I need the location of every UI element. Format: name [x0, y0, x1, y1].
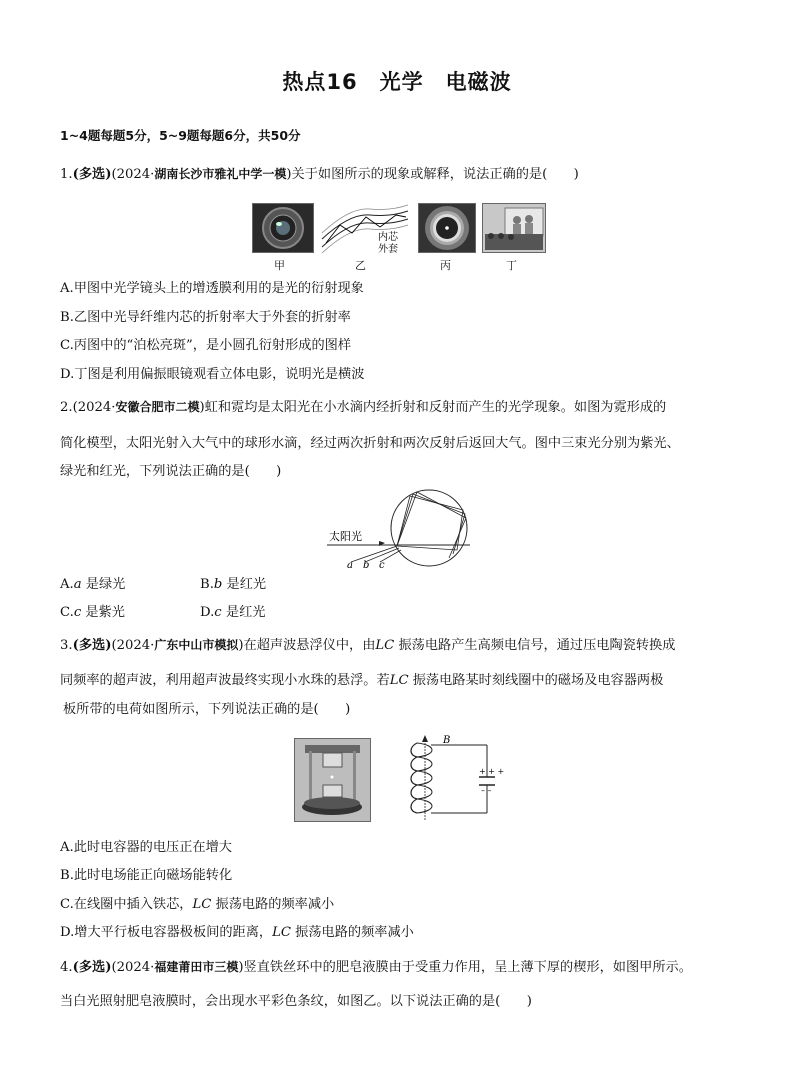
question-text: )虹和霓均是太阳光在小水滴内经折射和反射而产生的光学现象。如图为霓形成的 — [199, 400, 667, 415]
sunlight-label: 太阳光 — [329, 530, 362, 543]
source-school: 广东中山市模拟 — [154, 638, 239, 652]
fiber-cladding-label: 外套 — [378, 244, 398, 255]
lens-photo — [252, 203, 314, 253]
multi-select-tag: (多选) — [72, 960, 112, 975]
q3-option-c: C.在线圈中插入铁芯，LC 振荡电路的频率减小 — [60, 897, 335, 912]
source-school: 安徽合肥市二模 — [115, 400, 200, 414]
q2-raindrop-diagram — [325, 488, 475, 570]
question-2-stem-line1 — [60, 398, 666, 417]
poisson-spot-photo — [418, 203, 476, 253]
q3-option-a: A.此时电容器的电压正在增大 — [60, 840, 232, 855]
multi-select-tag: (多选) — [72, 167, 112, 182]
question-4-stem-line1: 4.(多选)(2024·福建莆田市三模)竖直铁丝环中的肥皂液膜由于受重力作用，呈上薄下厚的楔形，如图甲所示。 — [60, 960, 692, 975]
optical-fiber-diagram — [320, 203, 410, 253]
source-prefix: (2024· — [111, 167, 155, 182]
question-number: 1. — [60, 167, 73, 182]
question-2-stem-line3: 绿光和红光，下列说法正确的是( ) — [60, 464, 282, 479]
question-3-stem-line2: 同频率的超声波，利用超声波最终实现小水珠的悬浮。若LC 振荡电路某时刻线圈中的磁场及电容器两极 — [60, 673, 664, 688]
ray-c-label: c — [379, 560, 385, 571]
3d-cinema-photo — [482, 203, 546, 253]
figure-label-jia: 甲 — [274, 259, 285, 272]
q2-option-d: D.c 是红光 — [200, 605, 266, 620]
page-title: 热点16 光学 电磁波 — [282, 70, 512, 94]
q3-option-d: D.增大平行板电容器极板间的距离，LC 振荡电路的频率减小 — [60, 925, 414, 940]
q2-option-b: B.b 是红光 — [200, 577, 267, 592]
multi-select-tag: (多选) — [72, 638, 112, 653]
q1-figure — [252, 203, 547, 273]
q1-option-b: B.乙图中光导纤维内芯的折射率大于外套的折射率 — [60, 310, 351, 325]
figure-label-yi: 乙 — [355, 259, 366, 272]
ultrasonic-levitator-photo — [294, 738, 371, 822]
figure-label-ding: 丁 — [506, 259, 517, 272]
question-1-stem — [60, 165, 579, 184]
q2-option-c: C.c 是紫光 — [60, 605, 125, 620]
score-instructions: 1~4题每题5分，5~9题每题6分，共50分 — [60, 128, 301, 143]
q1-option-c: C.丙图中的“泊松亮斑”，是小圆孔衍射形成的图样 — [60, 338, 352, 353]
question-4-stem-line2: 当白光照射肥皂液膜时，会出现水平彩色条纹，如图乙。以下说法正确的是( ) — [60, 994, 532, 1009]
q1-option-a: A.甲图中光学镜头上的增透膜利用的是光的衍射现象 — [60, 281, 364, 296]
source-school: 湖南长沙市雅礼中学一模 — [154, 167, 287, 181]
question-2-stem-line2: 简化模型，太阳光射入大气中的球形水滴，经过两次折射和两次反射后返回大气。图中三束光分别为紫光、 — [60, 436, 680, 451]
source-school: 福建莆田市三模 — [154, 960, 239, 974]
svg-text:+ + +: + + + — [479, 767, 505, 776]
q2-option-a: A.a 是绿光 — [60, 577, 126, 592]
question-3-stem-line1: 3.(多选)(2024·广东中山市模拟)在超声波悬浮仪中，由LC 振荡电路产生高频电信号，通过压电陶瓷转换成 — [60, 638, 676, 653]
ray-a-label: a — [347, 560, 353, 571]
source-prefix: (2024· — [72, 400, 116, 415]
svg-text:– –: – – — [481, 786, 492, 795]
ray-b-label: b — [363, 560, 370, 571]
question-number: 2. — [60, 400, 73, 415]
q1-option-d: D.丁图是利用偏振眼镜观看立体电影，说明光是横波 — [60, 367, 365, 382]
figure-label-bing: 丙 — [440, 259, 451, 272]
fiber-core-label: 内芯 — [378, 232, 398, 243]
question-text: )关于如图所示的现象或解释，说法正确的是( ) — [286, 167, 579, 182]
magnetic-field-label: B — [443, 735, 451, 746]
q3-option-b: B.此时电场能正向磁场能转化 — [60, 868, 233, 883]
lc-circuit-diagram — [403, 733, 505, 825]
question-3-stem-line3: 板所带的电荷如图所示，下列说法正确的是( ) — [63, 702, 351, 717]
